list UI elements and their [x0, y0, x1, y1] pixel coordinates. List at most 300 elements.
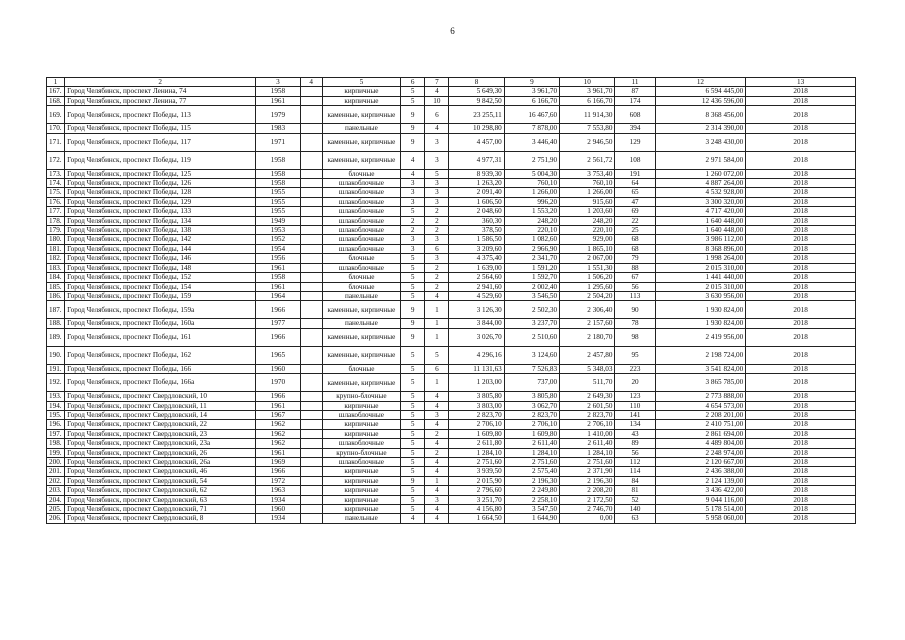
repair-year-cell: 2018 [746, 429, 856, 438]
floors-cell: 9 [401, 319, 425, 328]
repair-cost-cell: 5 178 514,00 [655, 505, 746, 514]
entrances-cell: 4 [425, 124, 449, 133]
row-number-cell: 201. [47, 467, 65, 476]
repair-year-cell: 2018 [746, 374, 856, 392]
address-cell: Город Челябинск, проспект Свердловский, 54 [65, 476, 256, 485]
total-area-cell: 4 375,40 [449, 254, 504, 263]
residential-area-cell: 1 295,60 [560, 282, 615, 291]
total-area-cell: 4 529,60 [449, 291, 504, 300]
table-row [47, 226, 856, 235]
repair-cost-cell: 2 015 310,00 [655, 263, 746, 272]
residential-area-cell: 929,00 [560, 235, 615, 244]
table-row [47, 179, 856, 188]
residents-cell: 134 [615, 420, 655, 429]
repair-year-cell: 2018 [746, 291, 856, 300]
column-4-cell [300, 467, 322, 476]
address-cell: Город Челябинск, проспект Победы, 129 [65, 197, 256, 206]
entrances-cell: 1 [425, 328, 449, 346]
row-number-cell: 196. [47, 420, 65, 429]
column-4-cell [300, 151, 322, 169]
column-header: 5 [322, 78, 400, 87]
wall-material-cell: крупно-блочные [322, 392, 400, 401]
residents-cell: 87 [615, 87, 655, 96]
table-row [47, 244, 856, 253]
total-area-cell: 360,30 [449, 216, 504, 225]
floors-cell: 3 [401, 235, 425, 244]
repair-year-cell: 2018 [746, 151, 856, 169]
build-year-cell: 1983 [256, 124, 300, 133]
column-header: 10 [560, 78, 615, 87]
total-area-cell: 2 941,60 [449, 282, 504, 291]
column-4-cell [300, 420, 322, 429]
total-area-cell: 3 939,50 [449, 467, 504, 476]
row-number-cell: 206. [47, 514, 65, 523]
column-4-cell [300, 401, 322, 410]
living-area-cell: 16 467,60 [504, 106, 559, 124]
residential-area-cell: 2 196,30 [560, 476, 615, 485]
wall-material-cell: кирпичные [322, 505, 400, 514]
floors-cell: 3 [401, 244, 425, 253]
residents-cell: 68 [615, 235, 655, 244]
build-year-cell: 1962 [256, 429, 300, 438]
build-year-cell: 1966 [256, 467, 300, 476]
entrances-cell: 2 [425, 263, 449, 272]
living-area-cell: 7 878,00 [504, 124, 559, 133]
column-4-cell [300, 319, 322, 328]
residents-cell: 65 [615, 188, 655, 197]
residents-cell: 174 [615, 96, 655, 105]
residential-area-cell: 1 551,30 [560, 263, 615, 272]
build-year-cell: 1970 [256, 374, 300, 392]
residents-cell: 95 [615, 346, 655, 364]
residents-cell: 110 [615, 401, 655, 410]
residential-area-cell: 2 371,90 [560, 467, 615, 476]
wall-material-cell: панельные [322, 514, 400, 523]
residents-cell: 129 [615, 133, 655, 151]
total-area-cell: 10 298,80 [449, 124, 504, 133]
residents-cell: 68 [615, 244, 655, 253]
repair-cost-cell: 9 044 116,00 [655, 495, 746, 504]
column-header: 6 [401, 78, 425, 87]
entrances-cell: 3 [425, 495, 449, 504]
repair-cost-cell: 2 971 584,00 [655, 151, 746, 169]
table-row [47, 374, 856, 392]
residents-cell: 123 [615, 392, 655, 401]
table-row [47, 207, 856, 216]
table-body [47, 87, 856, 523]
address-cell: Город Челябинск, проспект Победы, 134 [65, 216, 256, 225]
residents-cell: 22 [615, 216, 655, 225]
living-area-cell: 220,10 [504, 226, 559, 235]
residents-cell: 98 [615, 328, 655, 346]
wall-material-cell: панельные [322, 124, 400, 133]
table-row [47, 96, 856, 105]
repair-cost-cell: 2 861 694,00 [655, 429, 746, 438]
column-header: 3 [256, 78, 300, 87]
floors-cell: 9 [401, 124, 425, 133]
total-area-cell: 5 649,30 [449, 87, 504, 96]
residential-area-cell: 248,20 [560, 216, 615, 225]
residents-cell: 78 [615, 319, 655, 328]
wall-material-cell: шлакоблочные [322, 216, 400, 225]
floors-cell: 5 [401, 254, 425, 263]
repair-year-cell: 2018 [746, 197, 856, 206]
wall-material-cell: каменные, кирпичные [322, 328, 400, 346]
row-number-cell: 169. [47, 106, 65, 124]
floors-cell: 9 [401, 106, 425, 124]
repair-year-cell: 2018 [746, 346, 856, 364]
column-4-cell [300, 124, 322, 133]
residential-area-cell: 2 561,72 [560, 151, 615, 169]
residential-area-cell: 2 067,00 [560, 254, 615, 263]
build-year-cell: 1962 [256, 420, 300, 429]
repair-year-cell: 2018 [746, 207, 856, 216]
floors-cell: 5 [401, 364, 425, 373]
repair-year-cell: 2018 [746, 169, 856, 178]
residential-area-cell: 2 601,50 [560, 401, 615, 410]
repair-year-cell: 2018 [746, 216, 856, 225]
row-number-cell: 202. [47, 476, 65, 485]
repair-cost-cell: 1 930 824,00 [655, 301, 746, 319]
address-cell: Город Челябинск, проспект Победы, 159а [65, 301, 256, 319]
entrances-cell: 4 [425, 87, 449, 96]
address-cell: Город Челябинск, проспект Свердловский, 26 [65, 448, 256, 457]
living-area-cell: 737,00 [504, 374, 559, 392]
residents-cell: 141 [615, 410, 655, 419]
total-area-cell: 4 296,16 [449, 346, 504, 364]
wall-material-cell: каменные, кирпичные [322, 151, 400, 169]
repair-cost-cell: 12 436 596,00 [655, 96, 746, 105]
total-area-cell: 2 091,40 [449, 188, 504, 197]
entrances-cell: 2 [425, 429, 449, 438]
row-number-cell: 176. [47, 197, 65, 206]
table-row [47, 457, 856, 466]
residential-area-cell: 1 865,10 [560, 244, 615, 253]
residential-area-cell: 2 751,60 [560, 457, 615, 466]
column-4-cell [300, 235, 322, 244]
total-area-cell: 11 131,63 [449, 364, 504, 373]
address-cell: Город Челябинск, проспект Победы, 128 [65, 188, 256, 197]
wall-material-cell: крупно-блочные [322, 448, 400, 457]
repair-cost-cell: 6 594 445,00 [655, 87, 746, 96]
row-number-cell: 168. [47, 96, 65, 105]
total-area-cell: 1 203,00 [449, 374, 504, 392]
residents-cell: 81 [615, 486, 655, 495]
repair-cost-cell: 3 630 956,00 [655, 291, 746, 300]
row-number-cell: 185. [47, 282, 65, 291]
build-year-cell: 1956 [256, 254, 300, 263]
build-year-cell: 1979 [256, 106, 300, 124]
wall-material-cell: каменные, кирпичные [322, 374, 400, 392]
living-area-cell: 2 196,30 [504, 476, 559, 485]
living-area-cell: 3 546,50 [504, 291, 559, 300]
residential-area-cell: 5 348,03 [560, 364, 615, 373]
wall-material-cell: панельные [322, 319, 400, 328]
floors-cell: 5 [401, 495, 425, 504]
build-year-cell: 1966 [256, 301, 300, 319]
row-number-cell: 189. [47, 328, 65, 346]
repair-cost-cell: 2 314 390,00 [655, 124, 746, 133]
column-4-cell [300, 106, 322, 124]
build-year-cell: 1961 [256, 401, 300, 410]
repair-year-cell: 2018 [746, 439, 856, 448]
column-4-cell [300, 273, 322, 282]
floors-cell: 9 [401, 133, 425, 151]
repair-year-cell: 2018 [746, 401, 856, 410]
column-header: 1 [47, 78, 65, 87]
repair-year-cell: 2018 [746, 87, 856, 96]
total-area-cell: 1 586,50 [449, 235, 504, 244]
floors-cell: 5 [401, 96, 425, 105]
total-area-cell: 1 609,80 [449, 429, 504, 438]
residential-area-cell: 2 706,10 [560, 420, 615, 429]
floors-cell: 5 [401, 420, 425, 429]
total-area-cell: 3 251,70 [449, 495, 504, 504]
repair-year-cell: 2018 [746, 124, 856, 133]
residential-area-cell: 2 180,70 [560, 328, 615, 346]
floors-cell: 5 [401, 439, 425, 448]
table-row [47, 216, 856, 225]
entrances-cell: 4 [425, 457, 449, 466]
row-number-cell: 181. [47, 244, 65, 253]
build-year-cell: 1954 [256, 244, 300, 253]
living-area-cell: 996,20 [504, 197, 559, 206]
wall-material-cell: шлакоблочные [322, 439, 400, 448]
repair-year-cell: 2018 [746, 457, 856, 466]
entrances-cell: 4 [425, 514, 449, 523]
repair-year-cell: 2018 [746, 514, 856, 523]
living-area-cell: 2 706,10 [504, 420, 559, 429]
floors-cell: 3 [401, 197, 425, 206]
living-area-cell: 2 502,30 [504, 301, 559, 319]
header-row [47, 78, 856, 87]
address-cell: Город Челябинск, проспект Победы, 166а [65, 374, 256, 392]
address-cell: Город Челябинск, проспект Свердловский, 23 [65, 429, 256, 438]
repair-cost-cell: 2 208 201,00 [655, 410, 746, 419]
total-area-cell: 2 611,80 [449, 439, 504, 448]
repair-cost-cell: 1 260 072,00 [655, 169, 746, 178]
row-number-cell: 180. [47, 235, 65, 244]
entrances-cell: 2 [425, 216, 449, 225]
residents-cell: 108 [615, 151, 655, 169]
build-year-cell: 1963 [256, 486, 300, 495]
floors-cell: 5 [401, 467, 425, 476]
floors-cell: 9 [401, 301, 425, 319]
living-area-cell: 6 166,70 [504, 96, 559, 105]
residential-area-cell: 1 284,10 [560, 448, 615, 457]
total-area-cell: 1 664,50 [449, 514, 504, 523]
total-area-cell: 2 751,60 [449, 457, 504, 466]
build-year-cell: 1958 [256, 169, 300, 178]
floors-cell: 5 [401, 87, 425, 96]
column-header: 11 [615, 78, 655, 87]
row-number-cell: 173. [47, 169, 65, 178]
floors-cell: 4 [401, 514, 425, 523]
residents-cell: 90 [615, 301, 655, 319]
floors-cell: 5 [401, 486, 425, 495]
table-row [47, 486, 856, 495]
column-4-cell [300, 169, 322, 178]
repair-cost-cell: 1 441 440,00 [655, 273, 746, 282]
wall-material-cell: кирпичные [322, 429, 400, 438]
repair-year-cell: 2018 [746, 364, 856, 373]
residents-cell: 56 [615, 448, 655, 457]
column-4-cell [300, 328, 322, 346]
row-number-cell: 179. [47, 226, 65, 235]
wall-material-cell: каменные, кирпичные [322, 301, 400, 319]
column-4-cell [300, 282, 322, 291]
build-year-cell: 1965 [256, 346, 300, 364]
column-4-cell [300, 392, 322, 401]
residential-area-cell: 2 504,20 [560, 291, 615, 300]
table-row [47, 429, 856, 438]
floors-cell: 5 [401, 429, 425, 438]
total-area-cell: 2 048,60 [449, 207, 504, 216]
residential-area-cell: 2 823,70 [560, 410, 615, 419]
living-area-cell: 248,20 [504, 216, 559, 225]
repair-cost-cell: 2 773 888,00 [655, 392, 746, 401]
column-4-cell [300, 476, 322, 485]
row-number-cell: 186. [47, 291, 65, 300]
floors-cell: 5 [401, 346, 425, 364]
total-area-cell: 9 842,50 [449, 96, 504, 105]
total-area-cell: 1 639,00 [449, 263, 504, 272]
residents-cell: 25 [615, 226, 655, 235]
wall-material-cell: кирпичные [322, 486, 400, 495]
living-area-cell: 2 751,90 [504, 151, 559, 169]
residents-cell: 89 [615, 439, 655, 448]
residents-cell: 69 [615, 207, 655, 216]
floors-cell: 5 [401, 457, 425, 466]
residents-cell: 394 [615, 124, 655, 133]
row-number-cell: 200. [47, 457, 65, 466]
floors-cell: 4 [401, 151, 425, 169]
total-area-cell: 2 796,60 [449, 486, 504, 495]
residential-area-cell: 2 208,20 [560, 486, 615, 495]
build-year-cell: 1960 [256, 505, 300, 514]
floors-cell: 5 [401, 273, 425, 282]
repair-year-cell: 2018 [746, 133, 856, 151]
address-cell: Город Челябинск, проспект Победы, 162 [65, 346, 256, 364]
wall-material-cell: блочные [322, 169, 400, 178]
entrances-cell: 3 [425, 235, 449, 244]
column-4-cell [300, 254, 322, 263]
repair-cost-cell: 4 489 804,00 [655, 439, 746, 448]
entrances-cell: 2 [425, 448, 449, 457]
total-area-cell: 3 126,30 [449, 301, 504, 319]
living-area-cell: 5 004,30 [504, 169, 559, 178]
wall-material-cell: блочные [322, 254, 400, 263]
table-row [47, 291, 856, 300]
table-row [47, 448, 856, 457]
living-area-cell: 760,10 [504, 179, 559, 188]
build-year-cell: 1955 [256, 207, 300, 216]
table-row [47, 169, 856, 178]
row-number-cell: 205. [47, 505, 65, 514]
repair-cost-cell: 8 368 456,00 [655, 106, 746, 124]
column-4-cell [300, 291, 322, 300]
residential-area-cell: 511,70 [560, 374, 615, 392]
build-year-cell: 1934 [256, 514, 300, 523]
entrances-cell: 4 [425, 401, 449, 410]
column-4-cell [300, 87, 322, 96]
floors-cell: 5 [401, 291, 425, 300]
total-area-cell: 378,50 [449, 226, 504, 235]
total-area-cell: 2 564,60 [449, 273, 504, 282]
floors-cell: 3 [401, 188, 425, 197]
table-row [47, 197, 856, 206]
repair-cost-cell: 1 640 448,00 [655, 226, 746, 235]
repair-year-cell: 2018 [746, 106, 856, 124]
floors-cell: 5 [401, 392, 425, 401]
column-4-cell [300, 429, 322, 438]
build-year-cell: 1958 [256, 87, 300, 96]
column-4-cell [300, 505, 322, 514]
residents-cell: 63 [615, 514, 655, 523]
column-4-cell [300, 495, 322, 504]
row-number-cell: 178. [47, 216, 65, 225]
column-4-cell [300, 188, 322, 197]
address-cell: Город Челябинск, проспект Победы, 133 [65, 207, 256, 216]
wall-material-cell: шлакоблочные [322, 197, 400, 206]
residents-cell: 20 [615, 374, 655, 392]
column-4-cell [300, 410, 322, 419]
residents-cell: 43 [615, 429, 655, 438]
repair-year-cell: 2018 [746, 244, 856, 253]
address-cell: Город Челябинск, проспект Свердловский, 14 [65, 410, 256, 419]
address-cell: Город Челябинск, проспект Свердловский, 62 [65, 486, 256, 495]
wall-material-cell: шлакоблочные [322, 188, 400, 197]
table-row [47, 87, 856, 96]
column-header: 12 [655, 78, 746, 87]
repair-cost-cell: 8 368 896,00 [655, 244, 746, 253]
table-row [47, 476, 856, 485]
floors-cell: 5 [401, 207, 425, 216]
row-number-cell: 172. [47, 151, 65, 169]
residential-area-cell: 3 961,70 [560, 87, 615, 96]
row-number-cell: 171. [47, 133, 65, 151]
column-4-cell [300, 346, 322, 364]
residential-area-cell: 3 753,40 [560, 169, 615, 178]
entrances-cell: 3 [425, 188, 449, 197]
table-row [47, 263, 856, 272]
build-year-cell: 1955 [256, 188, 300, 197]
column-4-cell [300, 457, 322, 466]
address-cell: Город Челябинск, проспект Свердловский, 8 [65, 514, 256, 523]
wall-material-cell: кирпичные [322, 401, 400, 410]
address-cell: Город Челябинск, проспект Победы, 125 [65, 169, 256, 178]
living-area-cell: 3 547,50 [504, 505, 559, 514]
entrances-cell: 5 [425, 346, 449, 364]
row-number-cell: 188. [47, 319, 65, 328]
column-4-cell [300, 216, 322, 225]
entrances-cell: 3 [425, 254, 449, 263]
residents-cell: 114 [615, 467, 655, 476]
address-cell: Город Челябинск, проспект Победы, 159 [65, 291, 256, 300]
row-number-cell: 183. [47, 263, 65, 272]
repair-year-cell: 2018 [746, 273, 856, 282]
repair-year-cell: 2018 [746, 96, 856, 105]
row-number-cell: 182. [47, 254, 65, 263]
entrances-cell: 5 [425, 169, 449, 178]
build-year-cell: 1971 [256, 133, 300, 151]
living-area-cell: 7 526,83 [504, 364, 559, 373]
wall-material-cell: кирпичные [322, 476, 400, 485]
repair-cost-cell: 2 419 956,00 [655, 328, 746, 346]
living-area-cell: 3 062,70 [504, 401, 559, 410]
build-year-cell: 1958 [256, 179, 300, 188]
row-number-cell: 175. [47, 188, 65, 197]
